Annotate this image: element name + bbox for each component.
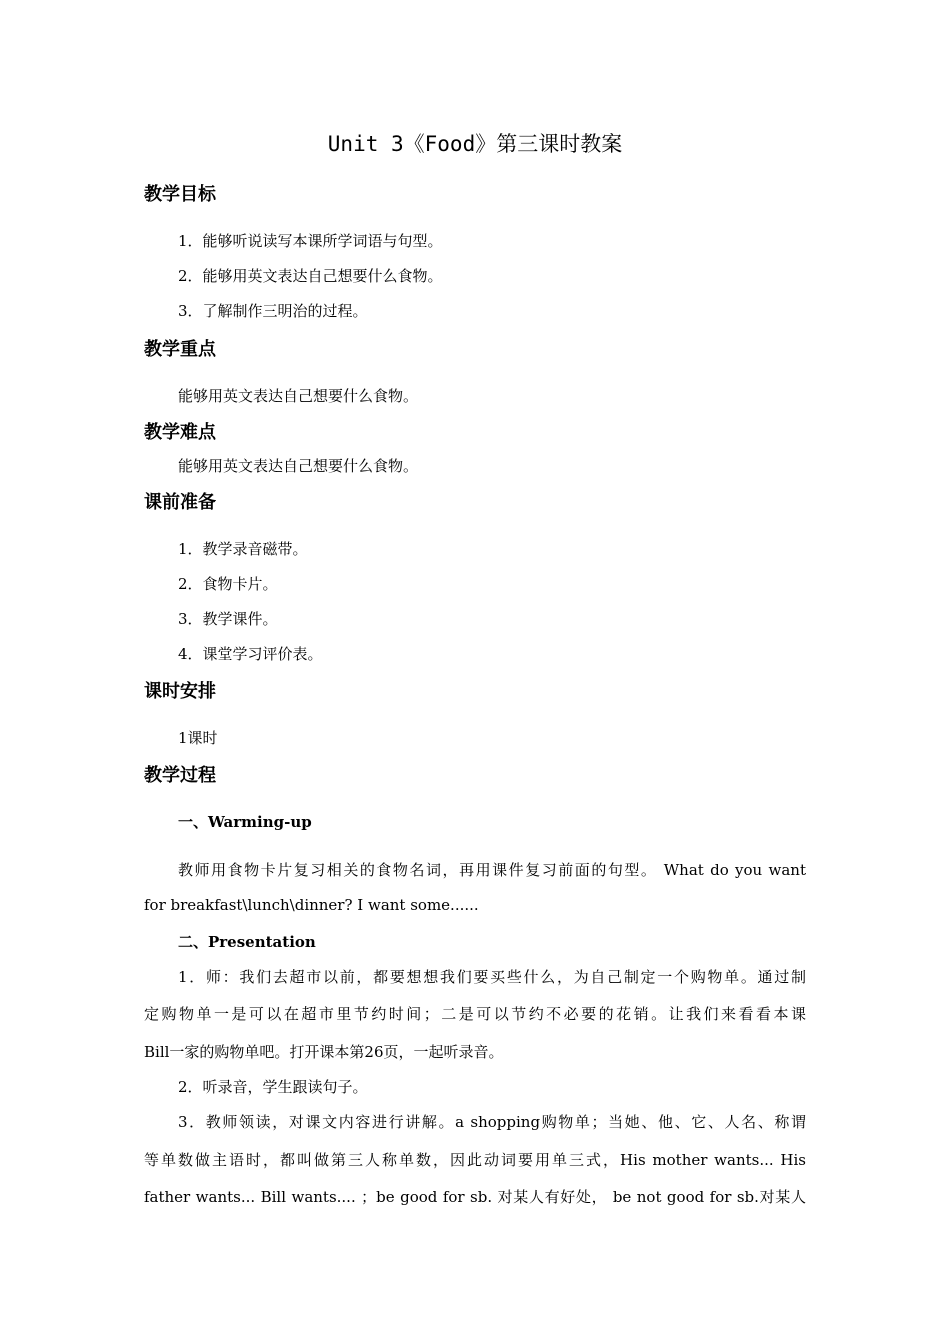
difficulties-heading: 教学难点 <box>144 422 216 443</box>
objective-item-2: 2．能够用英文表达自己想要什么食物。 <box>178 267 443 285</box>
objectives-heading: 教学目标 <box>144 184 216 205</box>
difficulties-text: 能够用英文表达自己想要什么食物。 <box>178 457 419 475</box>
schedule-text: 1课时 <box>178 729 218 747</box>
key-points-text: 能够用英文表达自己想要什么食物。 <box>178 387 419 405</box>
warmup-line-2: for breakfast\lunch\dinner? I want some...... <box>144 896 479 914</box>
preparation-heading: 课前准备 <box>144 492 216 513</box>
presentation-line-7: father wants... Bill wants.... ；be good for sb. 对某人有好处， be not good for sb.对某人 <box>144 1188 806 1206</box>
preparation-item-1: 1．教学录音磁带。 <box>178 540 308 558</box>
key-points-heading: 教学重点 <box>144 339 216 360</box>
presentation-line-5: 3．教师领读，对课文内容进行讲解。a shopping购物单；当她、他、它、人名、称谓 <box>178 1113 806 1131</box>
presentation-heading: 二、Presentation <box>178 933 316 951</box>
warmup-heading: 一、Warming-up <box>178 813 312 831</box>
preparation-item-4: 4．课堂学习评价表。 <box>178 645 323 663</box>
presentation-line-4: 2．听录音，学生跟读句子。 <box>178 1078 368 1096</box>
presentation-line-6: 等单数做主语时，都叫做第三人称单数，因此动词要用单三式，His mother wants... His <box>144 1151 806 1169</box>
preparation-item-3: 3．教学课件。 <box>178 610 278 628</box>
presentation-line-3: Bill一家的购物单吧。打开课本第26页，一起听录音。 <box>144 1043 504 1061</box>
preparation-item-2: 2．食物卡片。 <box>178 575 278 593</box>
document-title: Unit 3《Food》第三课时教案 <box>327 132 623 156</box>
warmup-line-1: 教师用食物卡片复习相关的食物名词，再用课件复习前面的句型。 What do you want <box>178 861 806 879</box>
objective-item-3: 3．了解制作三明治的过程。 <box>178 302 368 320</box>
presentation-line-2: 定购物单一是可以在超市里节约时间；二是可以节约不必要的花销。让我们来看看本课 <box>144 1005 806 1023</box>
presentation-line-1: 1．师：我们去超市以前，都要想想我们要买些什么，为自己制定一个购物单。通过制 <box>178 968 806 986</box>
process-heading: 教学过程 <box>144 765 216 786</box>
schedule-heading: 课时安排 <box>144 681 216 702</box>
objective-item-1: 1．能够听说读写本课所学词语与句型。 <box>178 232 443 250</box>
